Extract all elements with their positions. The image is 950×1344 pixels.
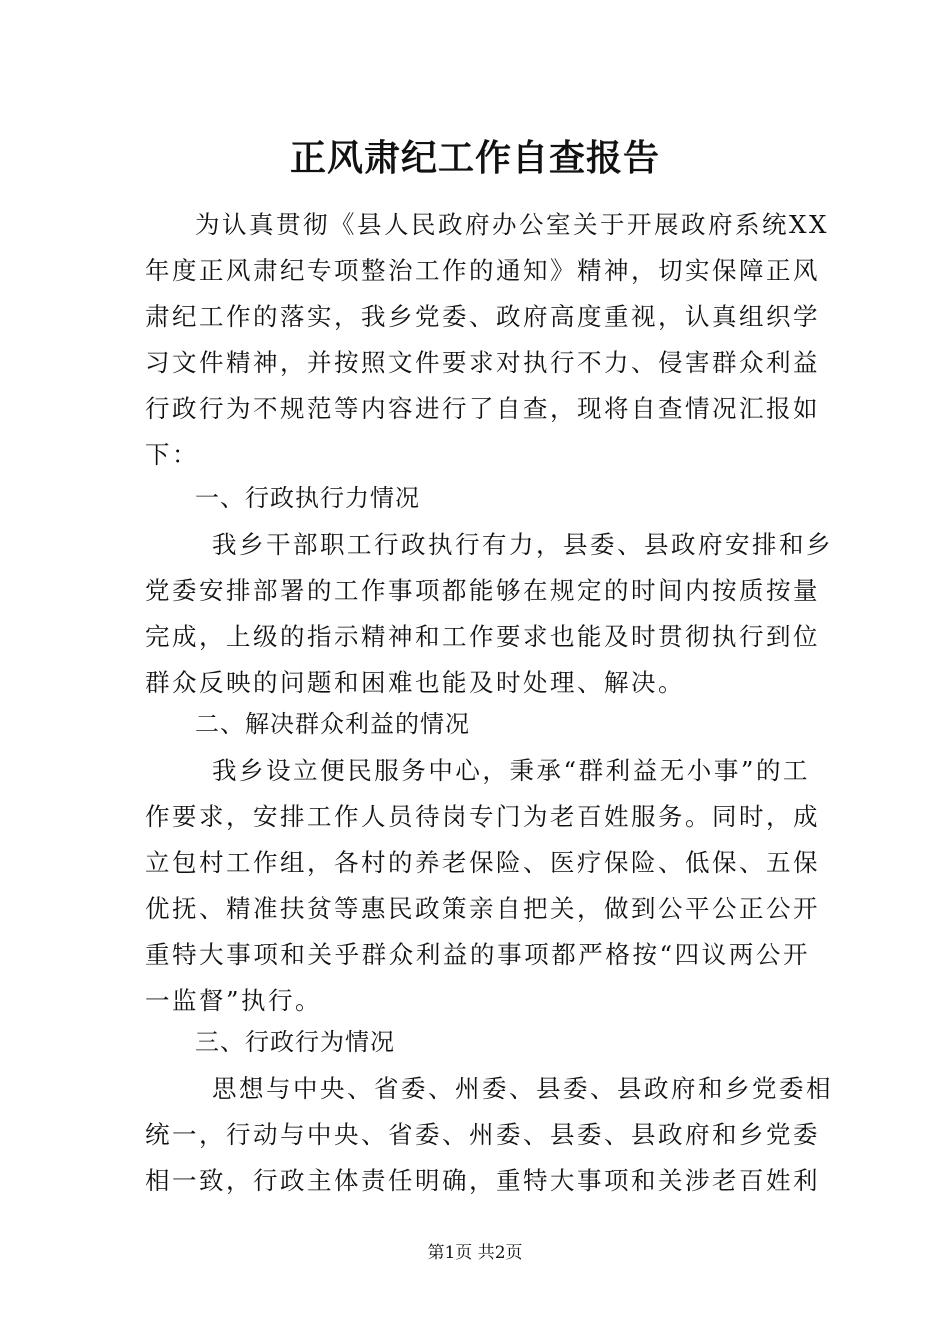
page-footer: 第1页 共2页 [427, 1243, 523, 1263]
paragraph-line: 完成，上级的指示精神和工作要求也能及时贯彻执行到位 [145, 622, 820, 651]
paragraph-line: 相一致，行政主体责任明确，重特大事项和关涉老百姓利 [145, 1166, 820, 1195]
paragraph-line: 思想与中央、省委、州委、县委、县政府和乡党委相 [212, 1074, 833, 1103]
paragraph-line: 作要求，安排工作人员待岗专门为老百姓服务。同时，成 [145, 802, 820, 831]
paragraph-line: 优抚、精准扶贫等惠民政策亲自把关，做到公平公正公开 [145, 894, 820, 923]
paragraph-line: 我乡干部职工行政执行有力，县委、县政府安排和乡 [212, 530, 833, 559]
paragraph-line: 重特大事项和关乎群众利益的事项都严格按“四议两公开 [145, 940, 810, 969]
paragraph-line: 下： [145, 440, 199, 469]
section-heading: 三、行政行为情况 [195, 1028, 395, 1056]
document-title: 正风肃纪工作自查报告 [289, 137, 660, 179]
paragraph-line: 肃纪工作的落实，我乡党委、政府高度重视，认真组织学 [145, 302, 820, 331]
paragraph-line: 统一，行动与中央、省委、州委、县委、县政府和乡党委 [145, 1120, 820, 1149]
paragraph-line: 立包村工作组，各村的养老保险、医疗保险、低保、五保 [145, 848, 820, 877]
paragraph-line: 我乡设立便民服务中心，秉承“群利益无小事”的工 [212, 756, 810, 785]
paragraph-line: 一监督”执行。 [145, 986, 323, 1015]
paragraph-line: 年度正风肃纪专项整治工作的通知》精神，切实保障正风 [145, 256, 820, 285]
paragraph-line: 习文件精神，并按照文件要求对执行不力、侵害群众利益 [145, 348, 820, 377]
paragraph-line: 群众反映的问题和困难也能及时处理、解决。 [145, 668, 685, 697]
section-heading: 二、解决群众利益的情况 [195, 710, 470, 738]
paragraph-line: 党委安排部署的工作事项都能够在规定的时间内按质按量 [145, 576, 820, 605]
paragraph-line: 行政行为不规范等内容进行了自查，现将自查情况汇报如 [145, 394, 820, 423]
section-heading: 一、行政执行力情况 [195, 484, 420, 512]
paragraph-line: 为认真贯彻《县人民政府办公室关于开展政府系统XX [195, 210, 829, 239]
